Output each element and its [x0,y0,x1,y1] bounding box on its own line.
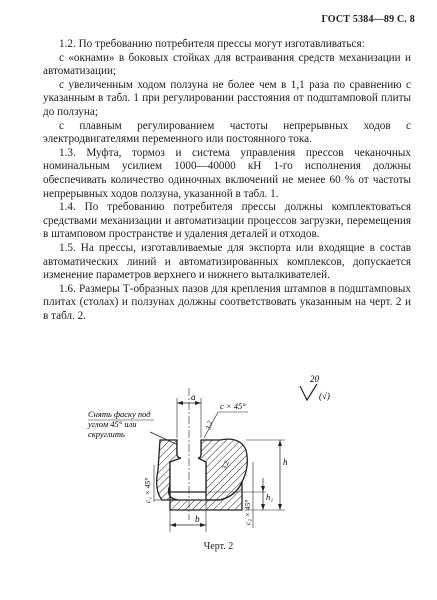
t-slot-svg [70,370,370,540]
figure-caption: Черт. 2 [203,541,234,552]
dim-b-label: b [195,514,200,524]
paragraph-1-3: 1.3. Муфта, тормоз и система управления прессов чеканочных номинальным усилием 1000—40000 кН 1-го исполнения должны обеспечивать количество одиночных включений не менее 60 % от частоты непрерывных ходов ползуна, указанной в табл. 1. [43,146,411,200]
list-item-windows: с «окнами» в боковых стойках для встраивания средств механизации и автоматизации; [43,51,411,78]
surface-mark-1: 3,2 [204,419,215,431]
body-text [43,38,411,323]
page-header: ГОСТ 5384—89 С. 8 [321,14,415,25]
note-line-1: Снять фаску под [88,409,151,419]
dim-chamfer-top: c × 45° [220,401,246,411]
roughness-note: (√) [319,391,330,401]
list-item-frequency: с плавным регулированием частоты непрерывных ходов с электродвигателями переменного или постоянного тока. [43,119,411,146]
dim-a-label: a [191,392,196,402]
note-line-2: углом 45° или [88,419,137,429]
dim-h1-label: h₁ [266,492,274,502]
surface-mark-2: 3,2 [220,459,231,471]
dim-h-label: h [283,457,288,467]
dim-right-chamfer: c₂ × 45° [243,499,252,525]
roughness-value: 20 [310,374,319,384]
list-item-stroke: с увеличенным ходом ползуна не более чем в 1,1 раза по сравнению с указанным в табл. 1 при регулировании расстояния от подштамповой плиты до ползуна; [43,78,411,118]
paragraph-1-2: 1.2. По требованию потребителя прессы могут изготавливаться: [59,38,365,50]
paragraph-1-6: 1.6. Размеры Т-образных пазов для крепления штампов в подштамповых плитах (столах) и ползунах должны соответствовать указанным на черт. 2 и в табл. 2. [43,282,411,322]
dim-left-chamfer: c₁ × 45° [143,477,152,503]
roughness-symbol [300,374,330,401]
paragraph-1-5: 1.5. На прессы, изготавливаемые для экспорта или входящие в состав автоматических линий и автоматизированных комплексов, допускается изменение параметров верхнего и нижнего выталкивателей. [43,241,411,282]
paragraph-1-4: 1.4. По требованию потребителя прессы должны комплектоваться средствами механизации и автоматизации процессов загрузки, перемещения в штамповом пространстве и удаления деталей и отходов. [43,201,411,241]
note-line-3: скруглить [88,429,125,439]
t-slot-drawing [70,370,370,540]
